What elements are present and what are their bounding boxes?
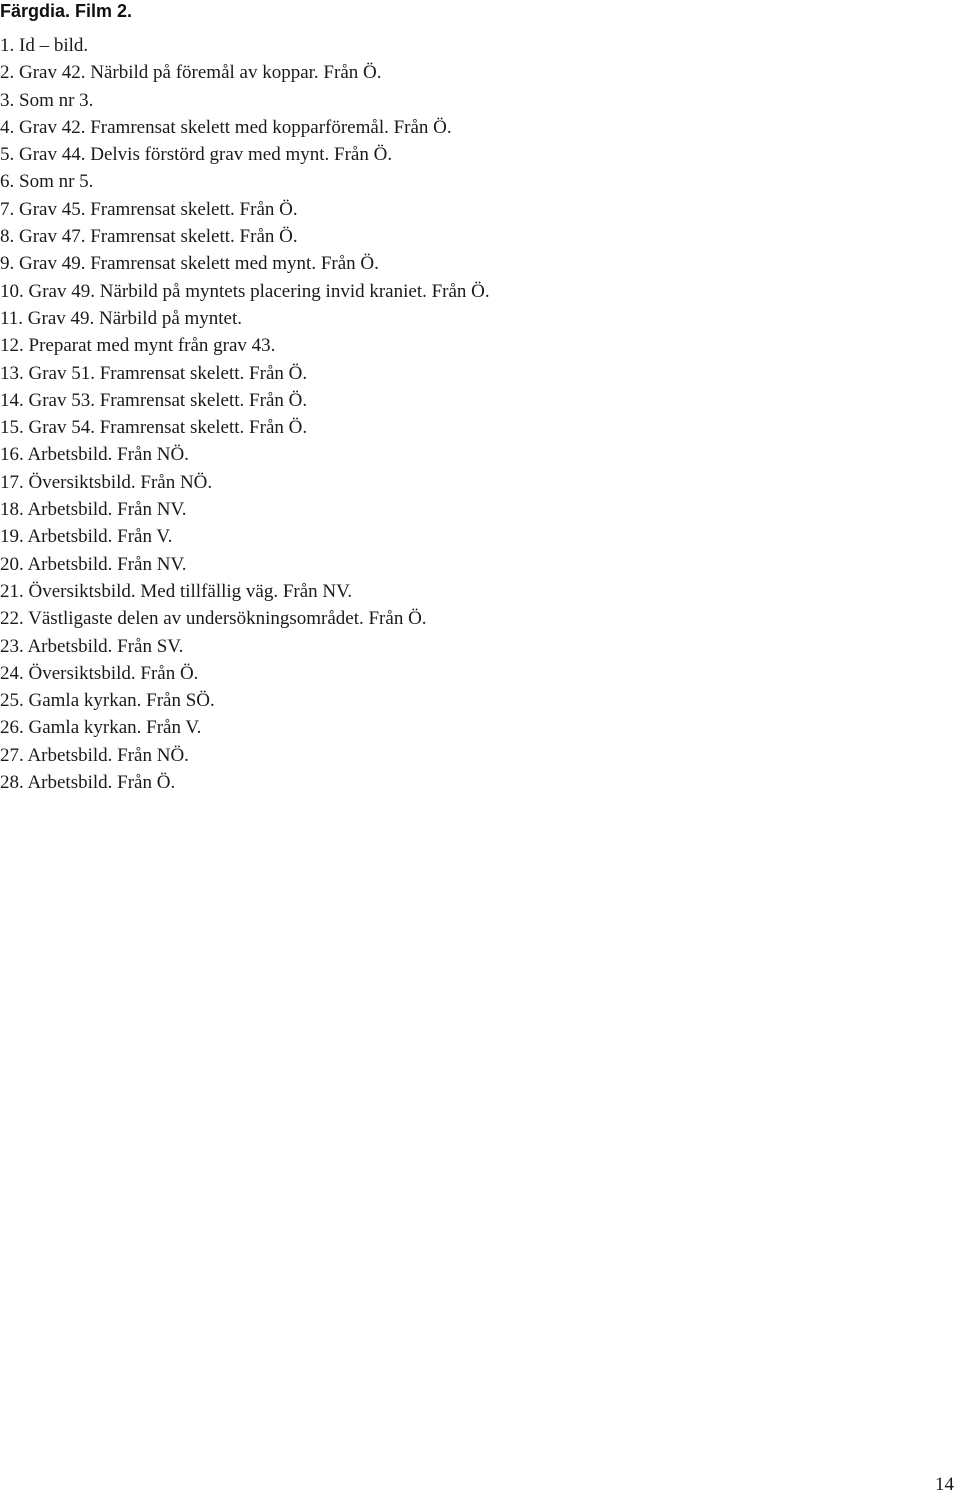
list-item: 11. Grav 49. Närbild på myntet. bbox=[0, 307, 243, 329]
list-item: 18. Arbetsbild. Från NV. bbox=[0, 499, 187, 521]
list-item: 10. Grav 49. Närbild på myntets placering invid kraniet. Från Ö. bbox=[0, 280, 490, 302]
list-item: 23. Arbetsbild. Från SV. bbox=[0, 635, 184, 657]
list-item: 15. Grav 54. Framrensat skelett. Från Ö. bbox=[0, 417, 308, 439]
list-item: 27. Arbetsbild. Från NÖ. bbox=[0, 744, 189, 766]
list-item: 5. Grav 44. Delvis förstörd grav med mynt. Från Ö. bbox=[0, 144, 393, 166]
list-item: 1. Id – bild. bbox=[0, 35, 89, 56]
document-heading: Färgdia. Film 2. bbox=[0, 1, 133, 21]
list-item: 9. Grav 49. Framrensat skelett med mynt. Från Ö. bbox=[0, 253, 379, 275]
list-item: 13. Grav 51. Framrensat skelett. Från Ö. bbox=[0, 362, 308, 384]
list-item: 21. Översiktsbild. Med tillfällig väg. Från NV. bbox=[0, 580, 353, 602]
list-item: 12. Preparat med mynt från grav 43. bbox=[0, 335, 276, 357]
list-item: 17. Översiktsbild. Från NÖ. bbox=[0, 471, 213, 493]
list-item: 6. Som nr 5. bbox=[0, 171, 94, 193]
photo-list bbox=[0, 32, 490, 796]
list-item: 25. Gamla kyrkan. Från SÖ. bbox=[0, 690, 215, 712]
list-item: 8. Grav 47. Framrensat skelett. Från Ö. bbox=[0, 226, 298, 248]
list-item: 16. Arbetsbild. Från NÖ. bbox=[0, 444, 189, 466]
list-item: 20. Arbetsbild. Från NV. bbox=[0, 553, 187, 575]
list-item: 22. Västligaste delen av undersökningsområdet. Från Ö. bbox=[0, 608, 427, 630]
list-item: 2. Grav 42. Närbild på föremål av koppar. Från Ö. bbox=[0, 62, 382, 84]
list-item: 28. Arbetsbild. Från Ö. bbox=[0, 772, 176, 794]
list-item: 26. Gamla kyrkan. Från V. bbox=[0, 717, 202, 739]
list-item: 14. Grav 53. Framrensat skelett. Från Ö. bbox=[0, 389, 308, 411]
page-number: 14 bbox=[935, 1474, 954, 1495]
list-item: 7. Grav 45. Framrensat skelett. Från Ö. bbox=[0, 198, 298, 220]
list-item: 24. Översiktsbild. Från Ö. bbox=[0, 662, 199, 684]
list-item: 19. Arbetsbild. Från V. bbox=[0, 526, 173, 548]
list-item: 4. Grav 42. Framrensat skelett med kopparföremål. Från Ö. bbox=[0, 116, 452, 138]
list-item: 3. Som nr 3. bbox=[0, 89, 94, 111]
